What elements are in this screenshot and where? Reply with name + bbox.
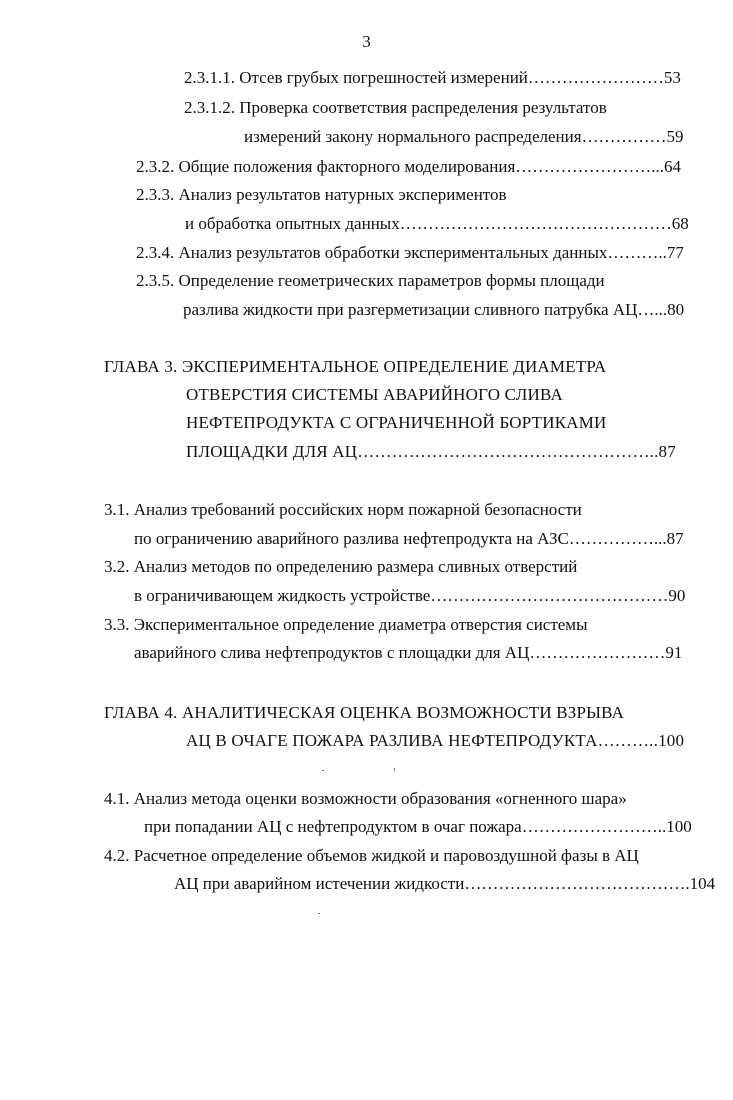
toc-entry-2-3-4: 2.3.4. Анализ результатов обработки экспериментальных данных………..77 — [136, 243, 684, 262]
chapter-4-title-line1: ГЛАВА 4. АНАЛИТИЧЕСКАЯ ОЦЕНКА ВОЗМОЖНОСТИ ВЗРЫВА — [104, 703, 625, 722]
toc-entry-3-1-line2: по ограничению аварийного разлива нефтепродукта на АЗС……………...87 — [134, 529, 684, 548]
toc-entry-2-3-5-line1: 2.3.5. Определение геометрических параметров формы площади — [136, 271, 605, 290]
toc-entry-4-2-line2: АЦ при аварийном истечении жидкости………………………………….104 — [174, 874, 716, 893]
toc-entry-4-1-line2: при попадании АЦ с нефтепродуктом в очаг пожара……………………..100 — [144, 817, 692, 836]
toc-entry-2-3-1-2-line1: 2.3.1.2. Проверка соответствия распределения результатов — [184, 98, 607, 117]
chapter-3-title-line3: НЕФТЕПРОДУКТА С ОГРАНИЧЕННОЙ БОРТИКАМИ — [186, 413, 607, 432]
toc-entry-2-3-5-line2: разлива жидкости при разгерметизации сливного патрубка АЦ…...80 — [183, 300, 685, 319]
chapter-4-title-line2: АЦ В ОЧАГЕ ПОЖАРА РАЗЛИВА НЕФТЕПРОДУКТА………..100 — [186, 731, 685, 750]
chapter-3-title-line4: ПЛОЩАДКИ ДЛЯ АЦ……………………………………………..87 — [186, 442, 676, 461]
toc-entry-2-3-3-line2: и обработка опытных данных…………………………………………68 — [185, 214, 689, 233]
toc-entry-3-3-line1: 3.3. Экспериментальное определение диаметра отверстия системы — [104, 615, 588, 634]
toc-entry-3-3-line2: аварийного слива нефтепродуктов с площадки для АЦ……………………91 — [134, 643, 683, 662]
toc-entry-3-2-line2: в ограничивающем жидкость устройстве……………………………………90 — [134, 586, 686, 605]
toc-entry-4-1-line1: 4.1. Анализ метода оценки возможности образования «огненного шара» — [104, 789, 627, 808]
toc-entry-4-2-line1: 4.2. Расчетное определение объемов жидкой и паровоздушной фазы в АЦ — [104, 846, 639, 865]
toc-entry-3-2-line1: 3.2. Анализ методов по определению размера сливных отверстий — [104, 557, 578, 576]
toc-entry-2-3-2: 2.3.2. Общие положения факторного моделирования……………………...64 — [136, 157, 682, 176]
toc-entry-2-3-3-line1: 2.3.3. Анализ результатов натурных экспериментов — [136, 185, 507, 204]
scan-speck — [322, 770, 324, 771]
scan-speck — [318, 913, 320, 914]
chapter-3-title-line1: ГЛАВА 3. ЭКСПЕРИМЕНТАЛЬНОЕ ОПРЕДЕЛЕНИЕ ДИАМЕТРА — [104, 357, 607, 376]
chapter-3-title-line2: ОТВЕРСТИЯ СИСТЕМЫ АВАРИЙНОГО СЛИВА — [186, 385, 563, 404]
toc-entry-2-3-1-2-line2: измерений закону нормального распределения……………59 — [244, 127, 684, 146]
toc-entry-3-1-line1: 3.1. Анализ требований российских норм пожарной безопасности — [104, 500, 582, 519]
scan-speck — [394, 768, 395, 771]
toc-entry-2-3-1-1: 2.3.1.1. Отсев грубых погрешностей измерений……………………53 — [184, 68, 681, 87]
page-number: 3 — [362, 32, 371, 51]
